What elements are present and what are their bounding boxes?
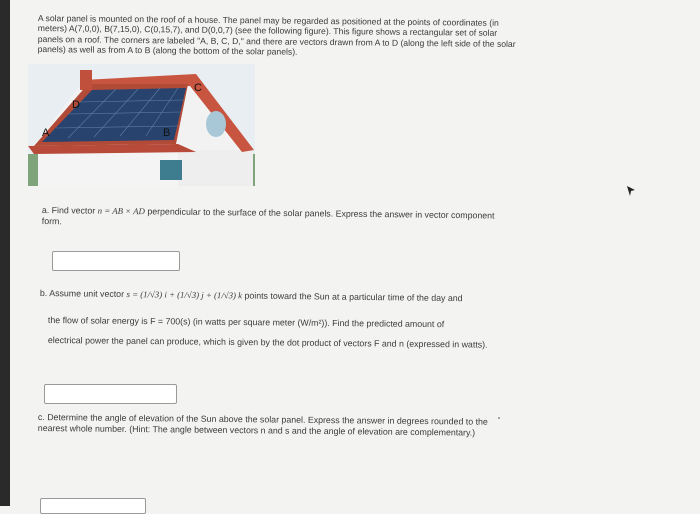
question-b-suffix: points toward the Sun at a particular time of the day and (242, 290, 463, 304)
question-b-prefix: b. Assume unit vector (39, 288, 127, 300)
dot-marker (498, 417, 500, 419)
answer-input-a[interactable] (52, 251, 180, 271)
answer-input-b[interactable] (44, 384, 177, 404)
question-c: c. Determine the angle of elevation of the Sun above the solar panel. Express the answer in degrees rounded to the nearest whole number. (Hint: The angle between vectors n and s and the angle of elevation are complementary.) (37, 412, 488, 438)
question-b-line1 (40, 288, 540, 305)
question-a-suffix: perpendicular to the surface of the solar panels. Express the answer in vector component form. (41, 206, 495, 227)
label-c: C (194, 82, 202, 94)
answer-input-c[interactable] (40, 498, 146, 514)
question-b-line3: electrical power the panel can produce, which is given by the dot product of vectors F and n (expressed in watts). (47, 335, 488, 350)
label-b: B (163, 127, 171, 139)
problem-intro: A solar panel is mounted on the roof of a house. The panel may be regarded as positioned at the points of coordinates (in meters) A(7,0,0), B(7,15,0), C(0,15,7), and D(0,0,7) (see the following figure). This figure shows a rectangular set of solar panels on a roof. The corners are labeled "A, B, C, D," and there are vectors drawn from A to D (along the left side of the solar panels) as well as from A to B (along the bottom of the solar panels). (37, 13, 516, 57)
label-d: D (72, 99, 80, 111)
roof-illustration (28, 64, 255, 186)
left-edge-strip (0, 0, 10, 506)
mouse-cursor-icon (626, 185, 636, 197)
question-a-prefix: a. Find vector (41, 205, 98, 216)
question-a-formula: n = AB × AD (97, 205, 145, 217)
question-b-line2: the flow of solar energy is F = 700(s) (in watts per square meter (W/m²)). Find the predicted amount of (47, 315, 445, 330)
solar-panel-figure (28, 64, 255, 186)
label-a: A (42, 127, 50, 139)
question-a (42, 205, 512, 233)
question-b-formula: s = (1/√3) i + (1/√3) j + (1/√3) k (126, 289, 243, 301)
